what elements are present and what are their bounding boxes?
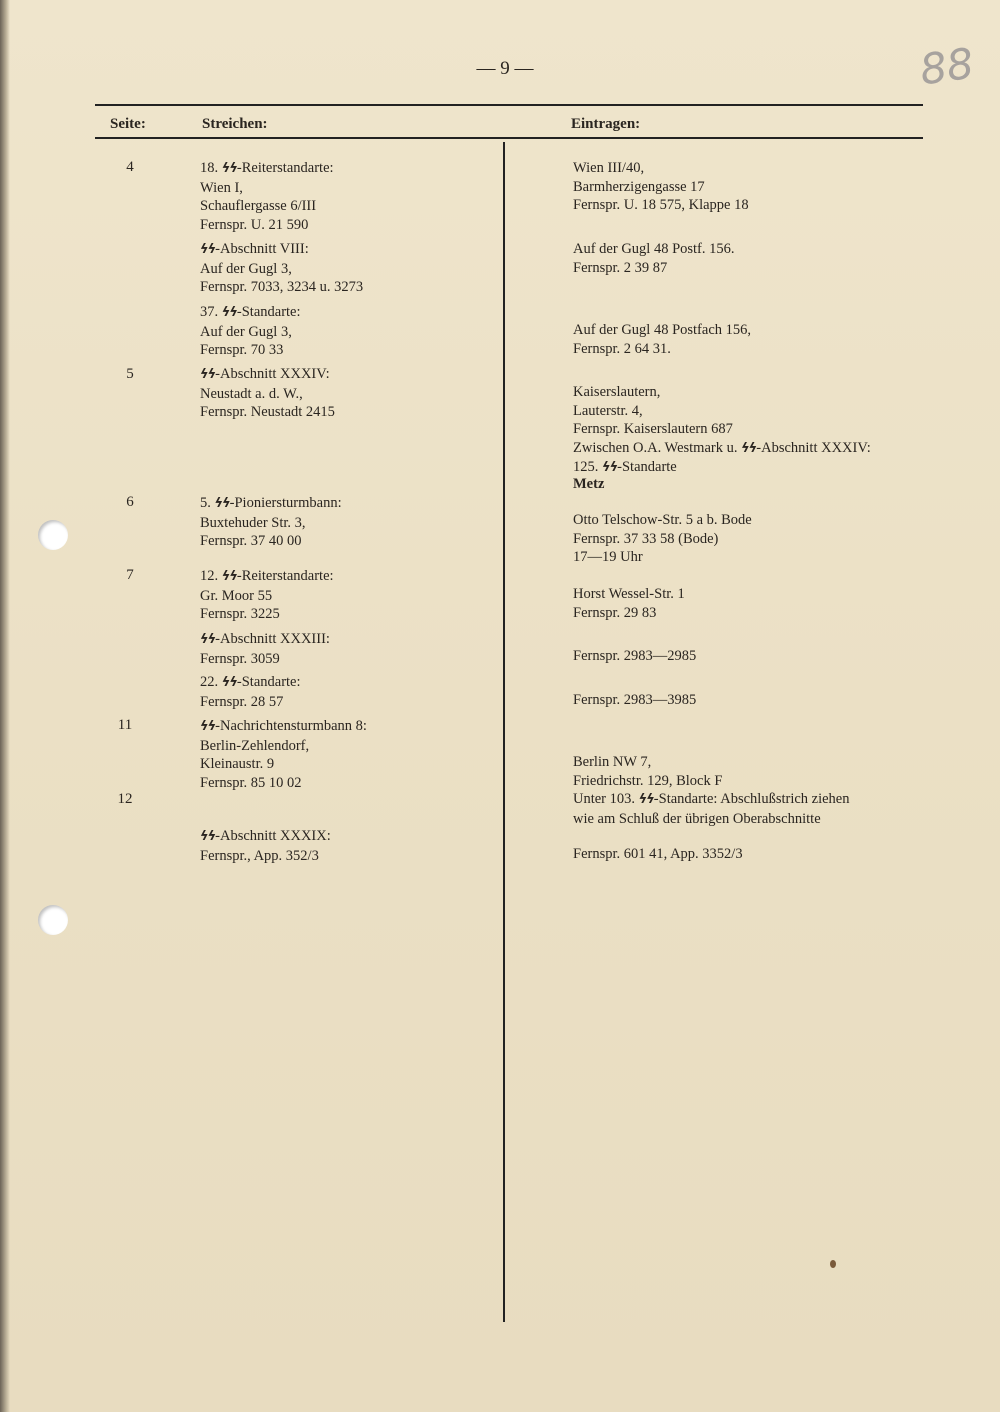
entry-line: 5. ϟϟ-Pioniersturmbann: (200, 495, 342, 511)
entry-line: Berlin NW 7, (573, 754, 652, 770)
eintragen-entry (573, 845, 743, 864)
entry-line: Zwischen O.A. Westmark u. ϟϟ-Abschnitt XXXIV: (573, 439, 871, 456)
entry-line: Wien I, (200, 179, 243, 196)
entry-line: Fernspr. Kaiserslautern 687 (573, 421, 733, 437)
entry-line: Auf der Gugl 48 Postf. 156. (573, 241, 735, 257)
punch-hole (38, 520, 68, 550)
page-ref: 5 (126, 366, 134, 382)
eintragen-entry (573, 691, 696, 710)
ss-rune-icon: ϟϟ (200, 367, 216, 382)
streichen-entry (200, 303, 301, 360)
page-ref: 11 (117, 717, 133, 733)
entry-line: Barmherzigengasse 17 (573, 178, 705, 195)
punch-hole (38, 905, 68, 935)
entry-line: Fernspr. 2 64 31. (573, 340, 671, 357)
ss-rune-icon: ϟϟ (638, 792, 654, 807)
entry-line: Fernspr. 70 33 (200, 342, 284, 358)
page-ref: 12 (117, 791, 133, 807)
streichen-entry (200, 365, 335, 422)
entry-line: Fernspr. 3059 (200, 650, 280, 667)
handwritten-page-number: 88 (916, 38, 977, 95)
eintragen-entry (573, 753, 722, 790)
entry-line: Fernspr. 2983—3985 (573, 692, 697, 708)
paper-stain (830, 1260, 836, 1268)
entry-line: Fernspr. Neustadt 2415 (200, 404, 335, 420)
ss-rune-icon: ϟϟ (221, 569, 237, 584)
entry-line: Buxtehuder Str. 3, (200, 514, 306, 531)
entry-line: Metz (573, 476, 605, 492)
entry-line: Fernspr. 2 39 87 (573, 259, 668, 276)
entry-line: Unter 103. ϟϟ-Standarte: Abschlußstrich ziehen (573, 791, 850, 807)
entry-line: ϟϟ-Abschnitt XXXIII: (200, 631, 330, 647)
entry-line: 17—19 Uhr (573, 549, 643, 565)
entry-line: Gr. Moor 55 (200, 587, 273, 604)
entry-line: ϟϟ-Nachrichtensturmbann 8: (200, 718, 367, 734)
page-ref: 6 (126, 494, 134, 510)
streichen-entry (200, 630, 330, 668)
entry-line: Fernspr. 37 33 58 (Bode) (573, 530, 719, 547)
streichen-entry (200, 827, 331, 865)
ss-rune-icon: ϟϟ (221, 305, 237, 320)
ss-rune-icon: ϟϟ (200, 829, 216, 844)
entry-line: Auf der Gugl 3, (200, 323, 292, 340)
entry-line: Fernspr. 601 41, App. 3352/3 (573, 846, 743, 862)
entry-line: Auf der Gugl 3, (200, 260, 292, 277)
ss-rune-icon: ϟϟ (200, 242, 216, 257)
entry-line: Berlin-Zehlendorf, (200, 737, 310, 754)
ss-rune-icon: ϟϟ (200, 719, 216, 734)
entry-line: Fernspr. 2983—2985 (573, 648, 697, 664)
entry-line: Fernspr., App. 352/3 (200, 847, 319, 864)
eintragen-entry (573, 511, 752, 567)
entry-line: wie am Schluß der übrigen Oberabschnitte (573, 810, 821, 827)
ss-rune-icon: ϟϟ (602, 460, 618, 475)
entry-line: 37. ϟϟ-Standarte: (200, 304, 301, 320)
entry-line: Lauterstr. 4, (573, 402, 643, 419)
entry-line: Fernspr. 37 40 00 (200, 533, 302, 549)
entry-line: ϟϟ-Abschnitt XXXIX: (200, 828, 331, 844)
page-ref: 4 (126, 159, 134, 175)
entry-line: ϟϟ-Abschnitt XXXIV: (200, 366, 330, 382)
streichen-entry (200, 717, 367, 792)
entry-line: 22. ϟϟ-Standarte: (200, 674, 301, 690)
entry-line: Kaiserslautern, (573, 384, 661, 400)
entry-line: Horst Wessel-Str. 1 (573, 586, 685, 602)
eintragen-entry (573, 383, 871, 478)
header-seite: Seite: (110, 116, 146, 132)
header-top-rule (95, 104, 923, 106)
entry-line: 12. ϟϟ-Reiterstandarte: (200, 568, 334, 584)
ss-rune-icon: ϟϟ (214, 496, 230, 511)
entry-line: Fernspr. 7033, 3234 u. 3273 (200, 279, 364, 295)
entry-line: Wien III/40, (573, 160, 645, 176)
ss-rune-icon: ϟϟ (221, 161, 237, 176)
entry-line: ϟϟ-Abschnitt VIII: (200, 241, 309, 257)
entry-line: Otto Telschow-Str. 5 a b. Bode (573, 512, 752, 528)
streichen-entry (200, 567, 334, 624)
entry-line: Schauflergasse 6/III (200, 198, 317, 214)
streichen-entry (200, 494, 342, 551)
header-streichen: Streichen: (202, 116, 268, 132)
entry-line: Fernspr. 85 10 02 (200, 774, 302, 791)
streichen-entry (200, 159, 334, 234)
entry-line: 18. ϟϟ-Reiterstandarte: (200, 160, 334, 176)
entry-line: Friedrichstr. 129, Block F (573, 772, 723, 789)
eintragen-entry (573, 647, 696, 666)
entry-line: Auf der Gugl 48 Postfach 156, (573, 322, 752, 338)
column-divider (503, 142, 505, 1322)
entry-line: 125. ϟϟ-Standarte (573, 459, 677, 475)
ss-rune-icon: ϟϟ (741, 440, 757, 456)
ss-rune-icon: ϟϟ (221, 675, 237, 690)
eintragen-entry (573, 475, 604, 494)
ss-rune-icon: ϟϟ (200, 632, 216, 647)
page-number: — 9 — (476, 58, 534, 79)
entry-line: Fernspr. U. 21 590 (200, 216, 309, 233)
eintragen-entry (573, 240, 735, 277)
header-bottom-rule (95, 137, 923, 139)
entry-line: Fernspr. 29 83 (573, 604, 657, 621)
page-edge-shadow (0, 0, 10, 1412)
header-eintragen: Eintragen: (571, 116, 641, 132)
entry-line: Fernspr. 28 57 (200, 693, 284, 710)
eintragen-entry (573, 585, 685, 622)
eintragen-entry (573, 790, 850, 828)
streichen-entry (200, 673, 301, 711)
eintragen-entry (573, 321, 751, 358)
entry-line: Fernspr. 3225 (200, 606, 280, 622)
streichen-entry (200, 240, 363, 297)
eintragen-entry (573, 159, 749, 215)
page-ref: 7 (126, 567, 134, 583)
entry-line: Neustadt a. d. W., (200, 385, 303, 402)
entry-line: Fernspr. U. 18 575, Klappe 18 (573, 197, 749, 213)
entry-line: Kleinaustr. 9 (200, 756, 275, 772)
